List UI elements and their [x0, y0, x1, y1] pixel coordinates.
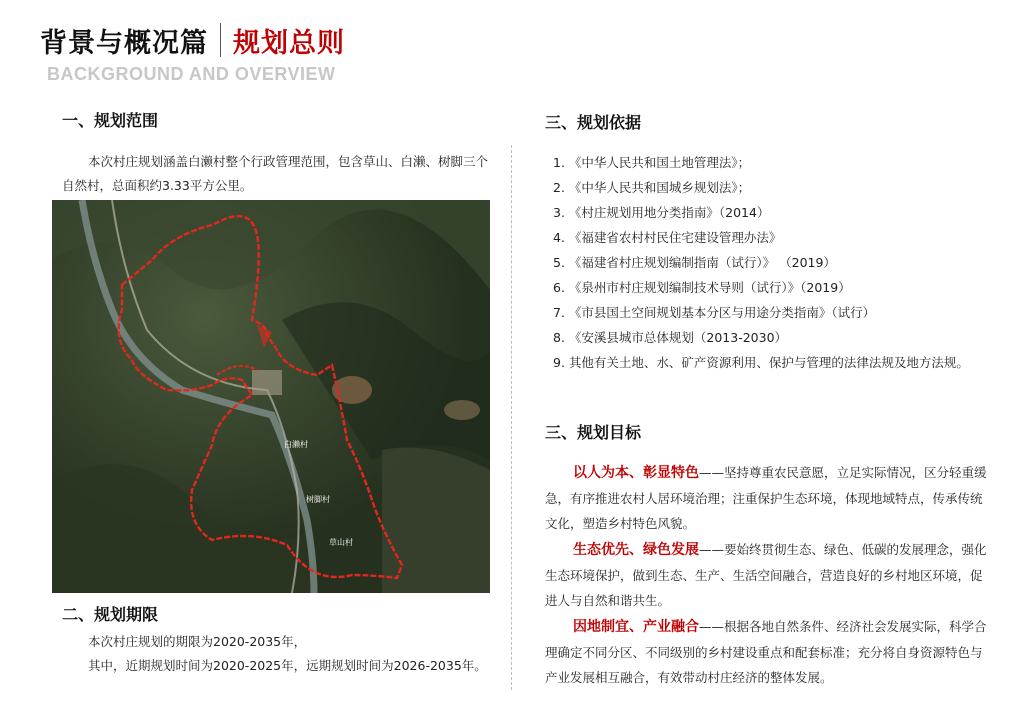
goal-highlight-1: 以人为本、彰显特色 — [573, 465, 699, 481]
section-title-period: 二、规划期限 — [62, 605, 159, 624]
goal-paragraph-3 — [545, 614, 993, 690]
map-label-shujiao: 树脚村 — [306, 495, 330, 504]
list-item: 7. 《市县国土空间规划基本分区与用途分类指南》（试行） — [553, 305, 876, 320]
map-graphic — [52, 200, 490, 593]
section-title-scope: 一、规划范围 — [62, 111, 159, 130]
goal-text-2: ——要始终贯彻生态、绿色、低碳的发展理念，强化生态环境保护，做到生态、生产、生活空间融合，营造良好的乡村地区环境，促进人与自然和谐共生。 — [545, 542, 987, 608]
section-title-basis: 三、规划依据 — [545, 113, 642, 132]
page-header — [40, 22, 345, 58]
list-item: 4. 《福建省农村村民住宅建设管理办法》 — [553, 230, 782, 245]
page-title-english: BACKGROUND AND OVERVIEW — [47, 64, 336, 84]
list-item: 1. 《中华人民共和国土地管理法》； — [553, 155, 751, 170]
period-line-2: 其中，近期规划时间为2020-2025年，远期规划时间为2026-2035年。 — [88, 658, 487, 673]
basis-list — [553, 150, 983, 375]
satellite-map — [52, 200, 490, 593]
page-title: 背景与概况篇 — [40, 27, 208, 59]
title-divider — [220, 23, 221, 57]
list-item: 3. 《村庄规划用地分类指南》（2014） — [553, 205, 770, 220]
goal-text-3: ——根据各地自然条件、经济社会发展实际，科学合理确定不同分区、不同级别的乡村建设重点和配套标准；充分将自身资源特色与产业发展相互融合，有效带动村庄经济的整体发展。 — [545, 619, 987, 685]
goal-paragraph-2 — [545, 537, 993, 613]
map-label-caoshan: 草山村 — [329, 538, 353, 547]
period-line-1: 本次村庄规划的期限为2020-2035年， — [88, 634, 307, 649]
list-item: 8. 《安溪县城市总体规划（2013-2030） — [553, 330, 788, 345]
map-label-bailai: 白濑村 — [284, 440, 308, 449]
goal-highlight-2: 生态优先、绿色发展 — [573, 542, 699, 558]
goal-paragraph-1 — [545, 460, 993, 536]
goal-text-1: ——坚持尊重农民意愿，立足实际情况，区分轻重缓急，有序推进农村人居环境治理；注重保护生态环境，体现地域特点，传承传统文化，塑造乡村特色风貌。 — [545, 465, 987, 531]
goal-highlight-3: 因地制宜、产业融合 — [573, 619, 699, 635]
list-item: 2. 《中华人民共和国城乡规划法》； — [553, 180, 751, 195]
list-item: 9. 其他有关土地、水、矿产资源利用、保护与管理的法律法规及地方法规。 — [553, 355, 969, 370]
column-divider — [511, 145, 512, 690]
list-item: 6. 《泉州市村庄规划编制技术导则（试行）》（2019） — [553, 280, 851, 295]
scope-paragraph: 本次村庄规划涵盖白濑村整个行政管理范围，包含草山、白濑、树脚三个自然村，总面积约3.33平方公里。 — [62, 154, 489, 193]
page-subtitle: 规划总则 — [233, 27, 345, 59]
section-title-goals: 三、规划目标 — [545, 423, 642, 442]
list-item: 5. 《福建省村庄规划编制指南（试行）》 （2019） — [553, 255, 836, 270]
